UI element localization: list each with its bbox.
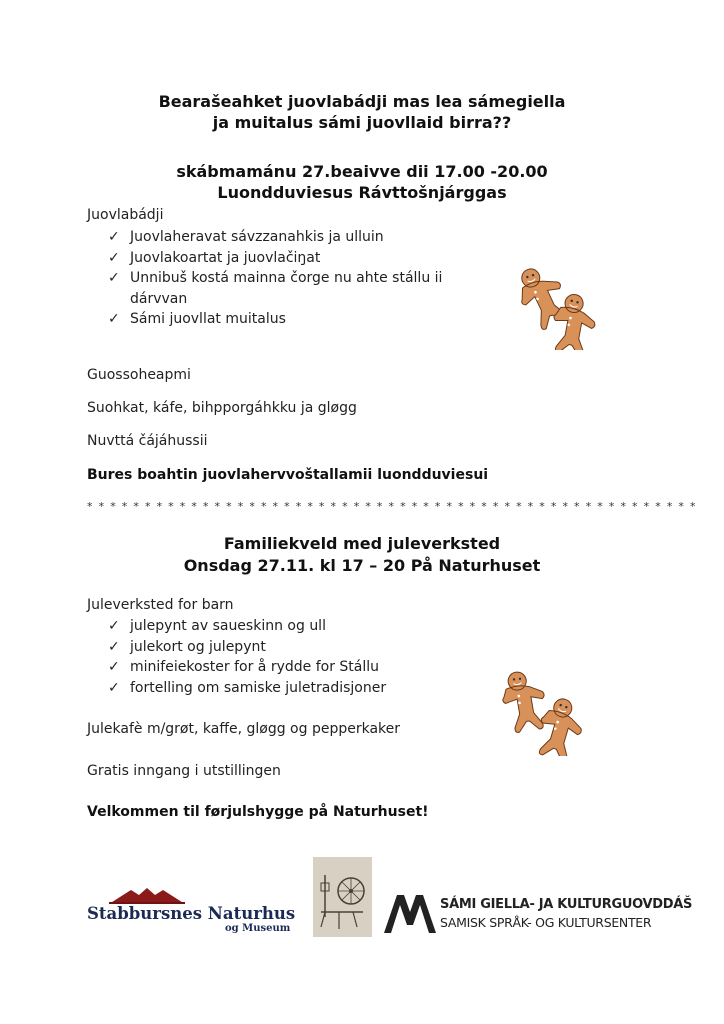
sami-welcome: Bures boahtin juovlahervvoštallamii luondduviesui: [87, 467, 489, 483]
no-heading-line2: Onsdag 27.11. kl 17 – 20 På Naturhuset: [183, 556, 541, 575]
sami-workshop-list: [108, 227, 488, 330]
sami-center-name-sami: SÁMI GIELLA- JA KULTURGUOVDDÁŠ: [440, 897, 693, 912]
spinning-wheel-icon: [313, 857, 372, 937]
spinning-wheel-image: [313, 857, 372, 937]
sami-center-logo: [384, 893, 693, 935]
check-icon: ✓: [108, 618, 120, 634]
stabbursnes-title: Stabbursnes Naturhus: [87, 904, 296, 923]
check-icon: ✓: [108, 659, 120, 675]
sami-workshop-label: Juovlabádji: [87, 207, 164, 223]
no-workshop-label: Juleverksted for barn: [87, 597, 234, 613]
sami-heading-line2: ja muitalus sámi juovllaid birra??: [212, 113, 512, 132]
list-item-continuation: dárvvan: [130, 290, 188, 307]
list-item: ✓ minifeiekoster for å rydde for Stállu: [108, 657, 488, 678]
list-item: ✓ Unnibuš kostá mainna čorge nu ahte stállu ii: [108, 268, 488, 289]
check-icon: ✓: [108, 638, 120, 655]
gingerbread-cookie-icon: [512, 262, 597, 350]
no-cafe: Julekafè m/grøt, kaffe, gløgg og pepperkaker: [87, 721, 401, 737]
no-workshop-list: [108, 616, 488, 698]
check-icon: ✓: [108, 679, 120, 696]
no-heading-line1: Familiekveld med juleverksted: [223, 534, 501, 553]
check-icon: ✓: [108, 270, 120, 286]
sami-free-entry: Nuvttá čájáhussii: [87, 433, 208, 449]
check-icon: ✓: [108, 311, 120, 327]
list-item: ✓ Sámi juovllat muitalus: [108, 309, 488, 330]
no-welcome: Velkommen til førjulshygge på Naturhuset!: [87, 804, 429, 820]
check-icon: ✓: [108, 249, 120, 266]
stabbursnes-subtitle: og Museum: [225, 923, 291, 934]
list-item: ✓ julepynt av saueskinn og ull: [108, 616, 488, 637]
sami-center-name-norwegian: SAMISK SPRÅK- OG KULTURSENTER: [440, 915, 652, 930]
sami-center-mark-icon: [384, 895, 436, 933]
check-icon: ✓: [108, 229, 120, 245]
sami-refreshments: Suohkat, káfe, bihpporgáhkku ja gløgg: [87, 400, 357, 416]
separator: * * * * * * * * * * * * * * * * * * * * * * * * * * * * * * * * * * * * * * * * * * * * * * * * * * * * *: [87, 500, 697, 513]
gingerbread-cookie-icon: [497, 668, 585, 756]
list-item: ✓ fortelling om samiske juletradisjoner: [108, 678, 488, 699]
no-free-entry: Gratis inngang i utstillingen: [87, 763, 281, 779]
stabbursnes-logo: [87, 887, 302, 935]
list-item: ✓ julekort og julepynt: [108, 637, 488, 658]
sami-heading-line1: Bearašeahket juovlabádji mas lea sámegiella: [158, 92, 566, 111]
sami-refreshments-label: Guossoheapmi: [87, 367, 191, 383]
list-item: ✓ Juovlaheravat sávzzanahkis ja ulluin: [108, 227, 488, 248]
sami-place-line: Luondduviesus Rávttošnjárggas: [217, 183, 507, 202]
sami-date-line: skábmamánu 27.beaivve dii 17.00 -20.00: [176, 162, 548, 181]
stabbur-roof-icon: [109, 887, 199, 905]
list-item: ✓ Juovlakoartat ja juovlačiŋat: [108, 248, 488, 269]
